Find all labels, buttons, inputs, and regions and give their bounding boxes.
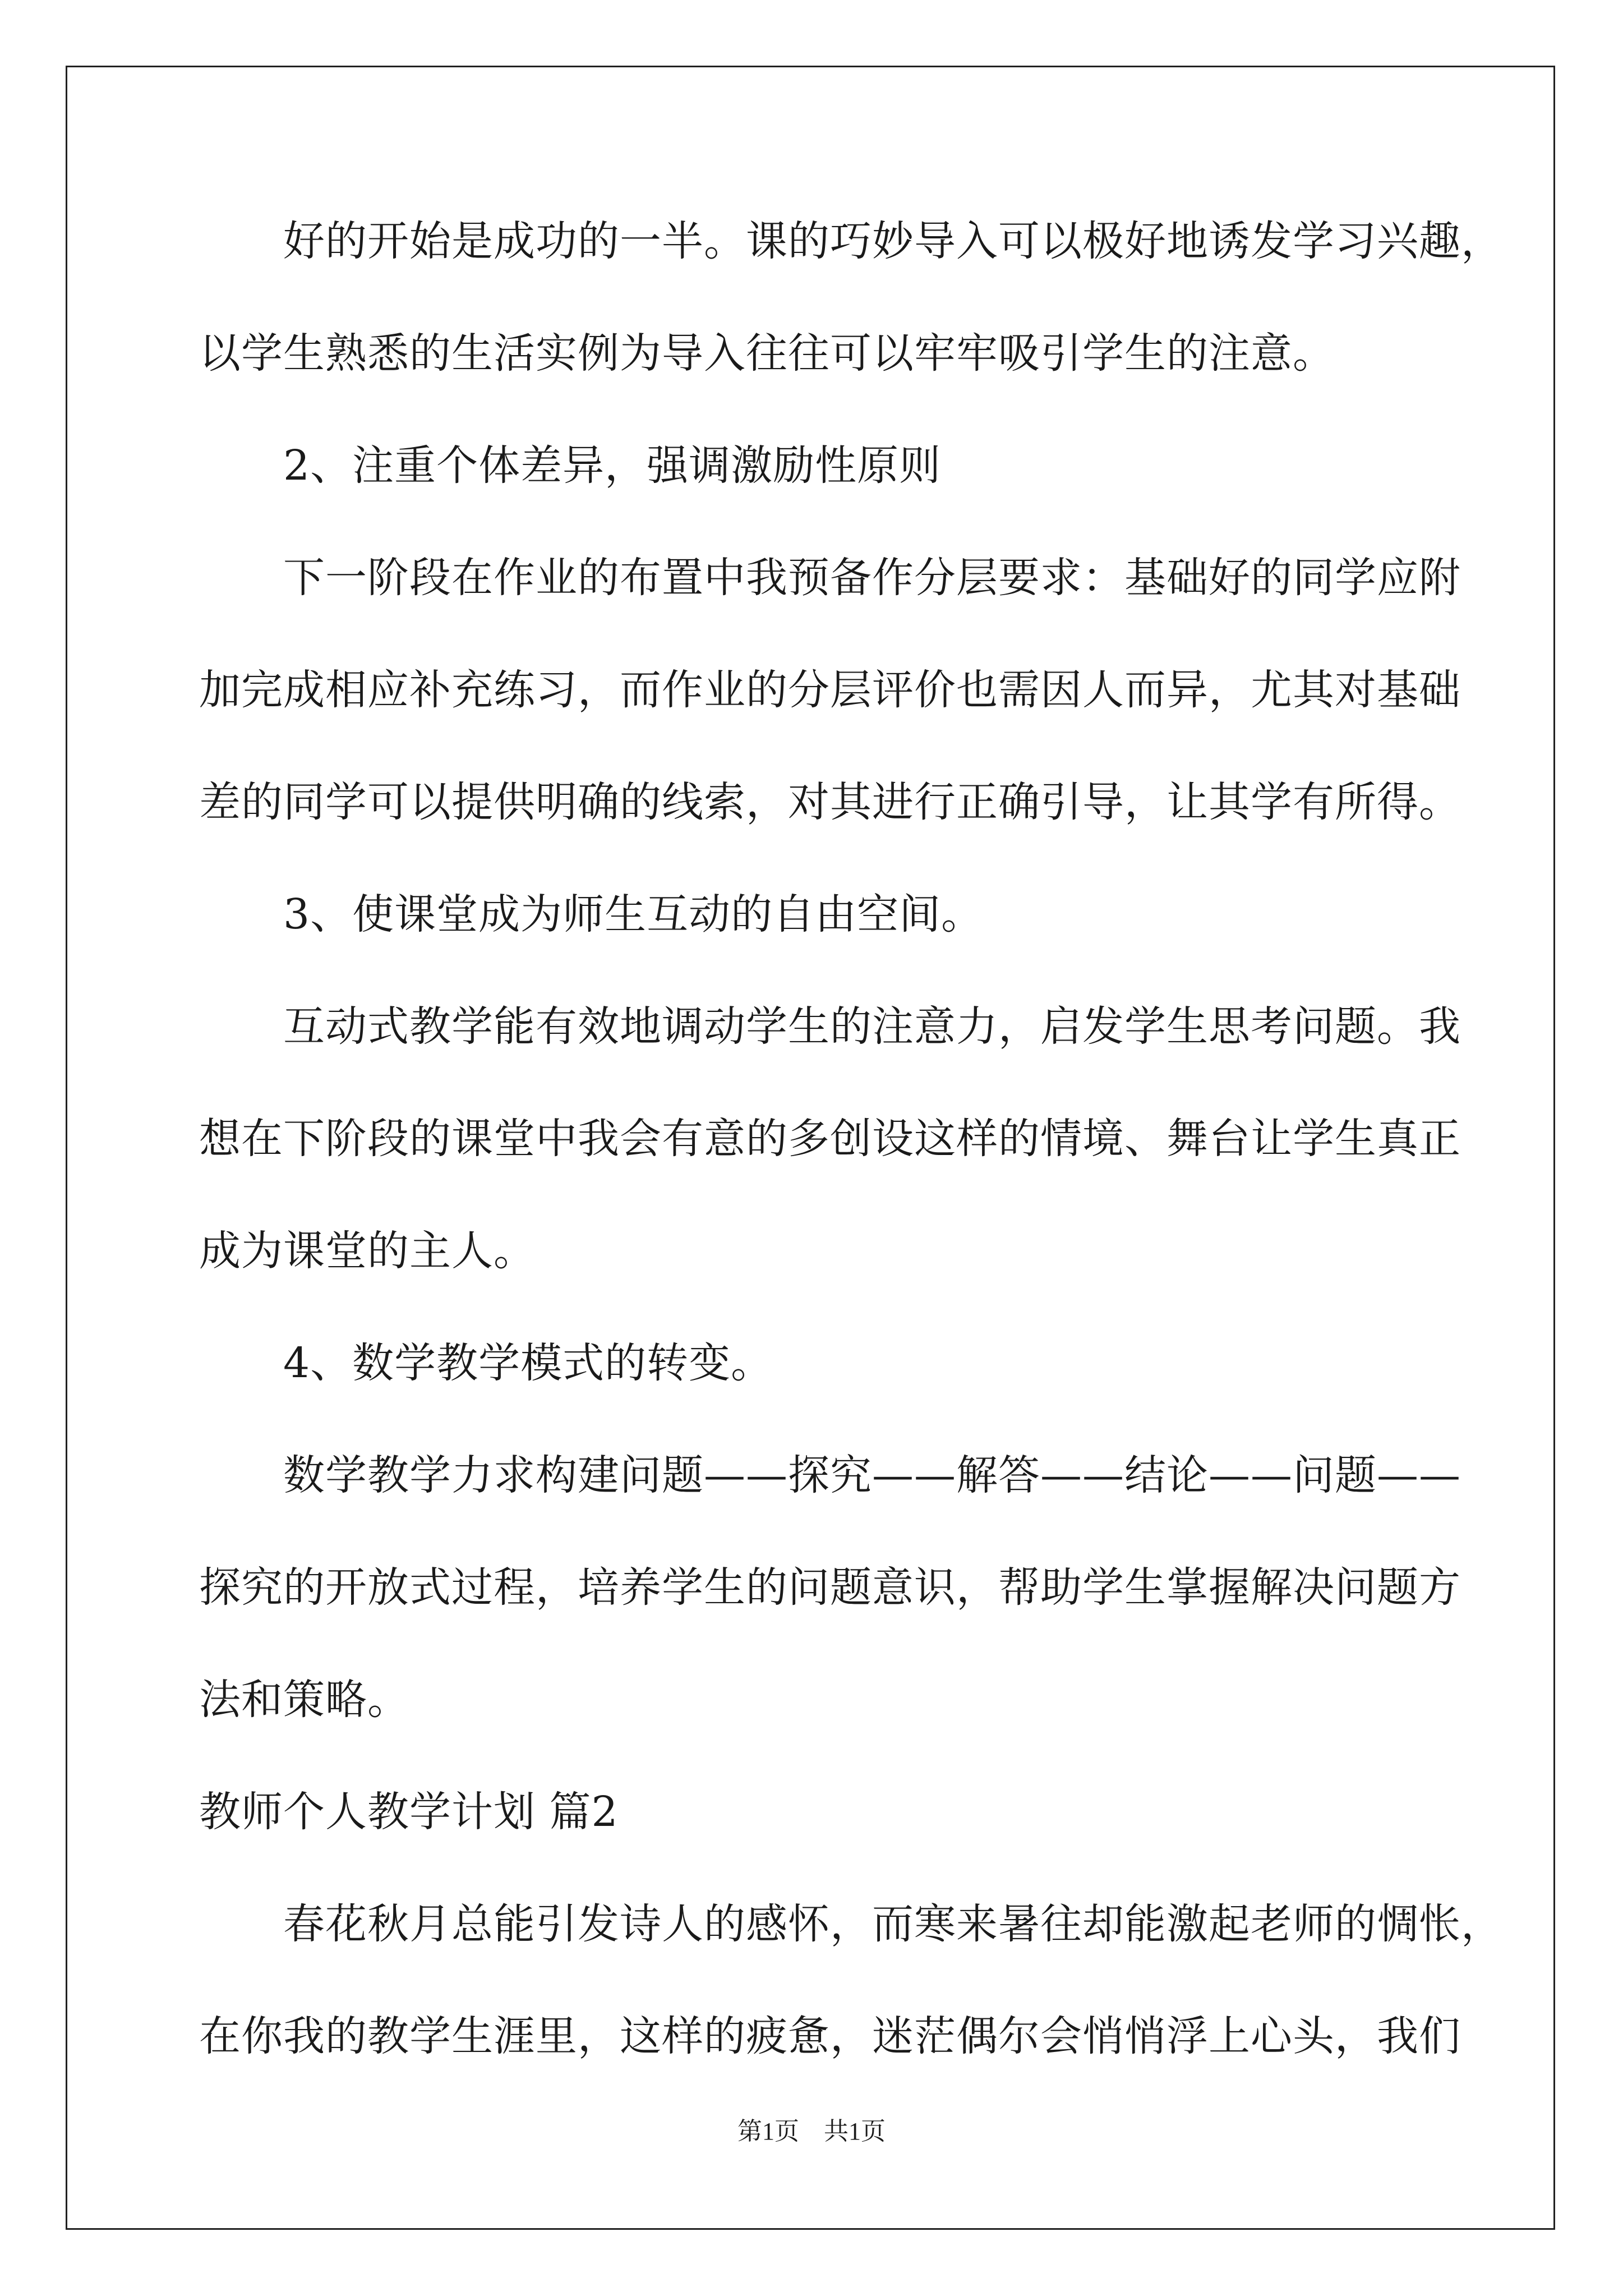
text-line: 在你我的教学生涯里，这样的疲惫，迷茫偶尔会悄悄浮上心头，我们 [199,2012,1461,2060]
section-heading: 3、使课堂成为师生互动的自由空间。 [283,890,984,938]
text-line: 成为课堂的主人。 [199,1227,536,1275]
text-line: 下一阶段在作业的布置中我预备作分层要求：基础好的同学应附 [283,554,1461,602]
text-line: 法和策略。 [199,1676,409,1724]
article-title: 教师个人教学计划 篇2 [199,1788,619,1836]
text-line: 想在下阶段的课堂中我会有意的多创设这样的情境、舞台让学生真正 [199,1115,1461,1163]
text-line: 互动式教学能有效地调动学生的注意力，启发学生思考问题。我 [283,1002,1461,1051]
text-line: 以学生熟悉的生活实例为导入往往可以牢牢吸引学生的注意。 [199,329,1335,378]
page-footer: 第1页 共1页 [737,2118,886,2145]
text-line: 探究的开放式过程，培养学生的问题意识，帮助学生掌握解决问题方 [199,1563,1461,1612]
text-line: 加完成相应补充练习，而作业的分层评价也需因人而异，尤其对基础 [199,666,1461,714]
section-heading: 4、数学教学模式的转变。 [283,1339,773,1387]
text-line: 数学教学力求构建问题——探究——解答——结论——问题—— [283,1451,1461,1499]
text-line: 好的开始是成功的一半。课的巧妙导入可以极好地诱发学习兴趣， [283,217,1503,265]
text-line: 春花秋月总能引发诗人的感怀，而寒来暑往却能激起老师的惆怅， [283,1900,1503,1948]
section-heading: 2、注重个体差异，强调激励性原则 [283,441,942,490]
text-line: 差的同学可以提供明确的线索，对其进行正确引导，让其学有所得。 [199,778,1461,826]
